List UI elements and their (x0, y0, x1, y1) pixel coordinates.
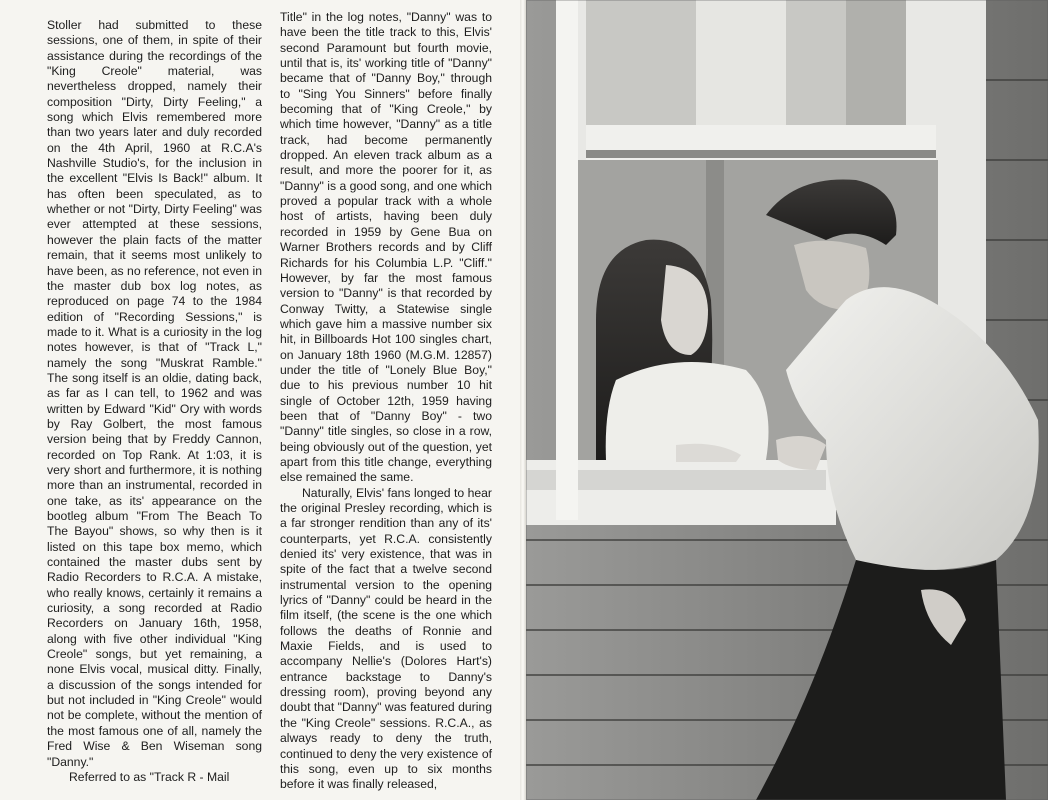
left-paragraph-2: Referred to as "Track R - Mail (69, 769, 230, 784)
photo-illustration (526, 0, 1048, 800)
right-paragraph-1: Title" in the log notes, "Danny" was to have been the title track to this, Elvis' second Paramount but fourth movie, until that is, its' working title of "Danny" became that of "Danny Boy," through to "Sing You Sinners" before finally becoming that of "King Creole," by which time however, "Danny" as a title track, had become permanently dropped. An eleven track album as a result, and more the poorer for it, as "Danny" is a good song, and one which proved a popular track with a whole host of artists, having been duly recorded in 1959 by Gene Bua on Warner Brothers records and by Cliff Richards for his Columbia L.P. "Cliff." However, by far the most famous version to "Danny" is that recorded by Conway Twitty, a Statewise single which gave him a massive number six hit, in Billboards Hot 100 singles chart, on January 18th 1960 (M.G.M. 12857) under the title of "Lonely Blue Boy," due to his previous number 10 hit single of October 12th, 1959 having been that of "Danny Boy" - two "Danny" title singles, so close in a row, being obviously out of the question, yet apart from this title change, everything else remained the same. (280, 10, 492, 485)
left-paragraph-1: Stoller had submitted to these sessions, one of them, in spite of their assistance during the recordings of the "King Creole" material, was nevertheless dropped, namely their composition "Dirty, Dirty Feeling," a song which Elvis remembered more than two years later and duly recorded on the 4th April, 1960 at R.C.A's Nashville Studio's, for the inclusion in the excellent "Elvis Is Back!" album. It has often been speculated, as to whether or not "Dirty, Dirty Feeling" was ever attempted at these sessions, however the plain facts of the matter remain, that it seems most unlikely to have been, as no reference, not even in the master dub box log notes, as reproduced on page 74 to the 1984 edition of "Recording Sessions," is made to it. What is a curiosity in the log notes however, is that of "Track L," namely the song "Muskrat Ramble." The song itself is an oldie, dating back, as far as I can tell, to 1962 and was written by Edward "Kid" Ory with words by Ray Golbert, the most famous version being that by Freddy Cannon, recorded on Top Rank. At 1:03, it is very short and furthermore, it is nothing more than an instrumental, recorded in one take, as its' appearance on the bootleg album "From The Beach To The Bayou" shows, so why then is it listed on this tape box memo, which contained the master dubs sent by Radio Recorders to R.C.A. A mistake, who really knows, certainly it remains a curiosity, a song recorded at Radio Recorders on January 16th, 1958, along with five other individual "King Creole" songs, but yet remaining, a none Elvis vocal, musical ditty. Finally, a discussion of the songs intended for but not included in "King Creole" would not be complete, without the mention of the most famous one of all, namely the Fred Wise & Ben Wiseman song "Danny." (47, 18, 262, 769)
film-still-photo (526, 0, 1048, 800)
right-paragraph-2: Naturally, Elvis' fans longed to hear the original Presley recording, which is a far stronger rendition than any of its' counterparts, yet R.C.A. consistently denied its' very existence, that was in spite of the fact that a twelve second instrumental version to the opening lyrics of "Danny" could be heard in the film itself, (the scene is the one which follows the deaths of Ronnie and Maxie Fields, and is used to accompany Nellie's (Dolores Hart's) entrance backstage to Danny's dressing room), proving beyond any doubt that "Danny" was featured during the "King Creole" sessions. R.C.A., as always ready to deny the truth, continued to deny the very existence of this song, even up to six months before it was finally released, (280, 485, 492, 792)
left-text-column (47, 18, 262, 785)
right-text-column (280, 10, 492, 793)
